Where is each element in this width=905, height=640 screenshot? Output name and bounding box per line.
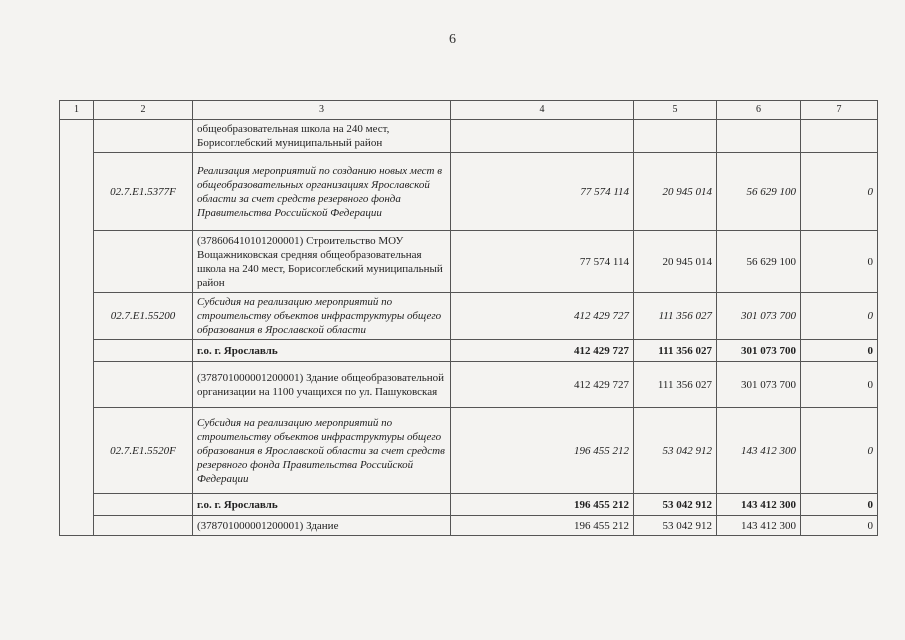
amount-cell-c6: 301 073 700	[717, 362, 801, 408]
table-row	[60, 293, 878, 340]
column-header: 1	[60, 101, 94, 120]
amount-cell-c4: 196 455 212	[451, 408, 634, 494]
column-header: 7	[801, 101, 878, 120]
amount-cell-c5: 20 945 014	[634, 231, 717, 293]
amount-cell-c6	[717, 120, 801, 153]
description-cell: Субсидия на реализацию мероприятий по строительству объектов инфраструктуры общего образования в Ярославской области	[193, 293, 451, 340]
code-cell	[94, 362, 193, 408]
column-header: 4	[451, 101, 634, 120]
code-cell	[94, 231, 193, 293]
code-cell: 02.7.E1.5377F	[94, 153, 193, 231]
column-number-row	[60, 101, 878, 120]
amount-cell-c5: 20 945 014	[634, 153, 717, 231]
description-cell: (378701000001200001) Здание общеобразовательной организации на 1100 учащихся по ул. Пашуковская	[193, 362, 451, 408]
code-cell	[94, 340, 193, 362]
amount-cell-c4: 196 455 212	[451, 516, 634, 536]
description-cell: Реализация мероприятий по созданию новых мест в общеобразовательных организациях Ярославской области за счет средств резервного фонда Правительства Российской Федерации	[193, 153, 451, 231]
amount-cell-c5: 53 042 912	[634, 408, 717, 494]
amount-cell-c4: 412 429 727	[451, 340, 634, 362]
amount-cell-c6: 301 073 700	[717, 340, 801, 362]
amount-cell-c6: 143 412 300	[717, 516, 801, 536]
amount-cell-c7: 0	[801, 516, 878, 536]
code-cell: 02.7.E1.55200	[94, 293, 193, 340]
amount-cell-c6: 56 629 100	[717, 231, 801, 293]
amount-cell-c4: 196 455 212	[451, 494, 634, 516]
amount-cell-c4: 412 429 727	[451, 293, 634, 340]
amount-cell-c4: 77 574 114	[451, 231, 634, 293]
amount-cell-c5: 53 042 912	[634, 494, 717, 516]
table-row	[60, 340, 878, 362]
amount-cell-c7: 0	[801, 340, 878, 362]
column-header: 2	[94, 101, 193, 120]
amount-cell-c7: 0	[801, 494, 878, 516]
description-cell: (378701000001200001) Здание	[193, 516, 451, 536]
table-row	[60, 516, 878, 536]
amount-cell-c6: 301 073 700	[717, 293, 801, 340]
description-cell: (378606410101200001) Строительство МОУ Вощажниковская средняя общеобразовательная школа на 240 мест, Борисоглебский муниципальный район	[193, 231, 451, 293]
table-row	[60, 231, 878, 293]
table-row	[60, 120, 878, 153]
amount-cell-c7	[801, 120, 878, 153]
amount-cell-c4: 412 429 727	[451, 362, 634, 408]
amount-cell-c7: 0	[801, 293, 878, 340]
amount-cell-c4	[451, 120, 634, 153]
amount-cell-c5	[634, 120, 717, 153]
page-number: 6	[449, 32, 456, 47]
amount-cell-c5: 111 356 027	[634, 293, 717, 340]
amount-cell-c5: 53 042 912	[634, 516, 717, 536]
amount-cell-c6: 143 412 300	[717, 494, 801, 516]
description-cell: г.о. г. Ярославль	[193, 340, 451, 362]
budget-table	[59, 100, 878, 536]
column-header: 3	[193, 101, 451, 120]
amount-cell-c4: 77 574 114	[451, 153, 634, 231]
column-header: 5	[634, 101, 717, 120]
table-row	[60, 408, 878, 494]
table-row	[60, 153, 878, 231]
amount-cell-c6: 56 629 100	[717, 153, 801, 231]
amount-cell-c7: 0	[801, 408, 878, 494]
description-cell: г.о. г. Ярославль	[193, 494, 451, 516]
amount-cell-c7: 0	[801, 153, 878, 231]
column-header: 6	[717, 101, 801, 120]
table-row	[60, 494, 878, 516]
description-cell: общеобразовательная школа на 240 мест, Борисоглебский муниципальный район	[193, 120, 451, 153]
table-row	[60, 362, 878, 408]
amount-cell-c7: 0	[801, 362, 878, 408]
description-cell: Субсидия на реализацию мероприятий по строительству объектов инфраструктуры общего образования в Ярославской области за счет средств резервного фонда Правительства Российской Федерации	[193, 408, 451, 494]
code-cell: 02.7.E1.5520F	[94, 408, 193, 494]
code-cell	[94, 516, 193, 536]
amount-cell-c5: 111 356 027	[634, 362, 717, 408]
code-cell	[94, 120, 193, 153]
amount-cell-c7: 0	[801, 231, 878, 293]
code-cell	[94, 494, 193, 516]
amount-cell-c5: 111 356 027	[634, 340, 717, 362]
amount-cell-c6: 143 412 300	[717, 408, 801, 494]
row-number-cell	[60, 120, 94, 536]
